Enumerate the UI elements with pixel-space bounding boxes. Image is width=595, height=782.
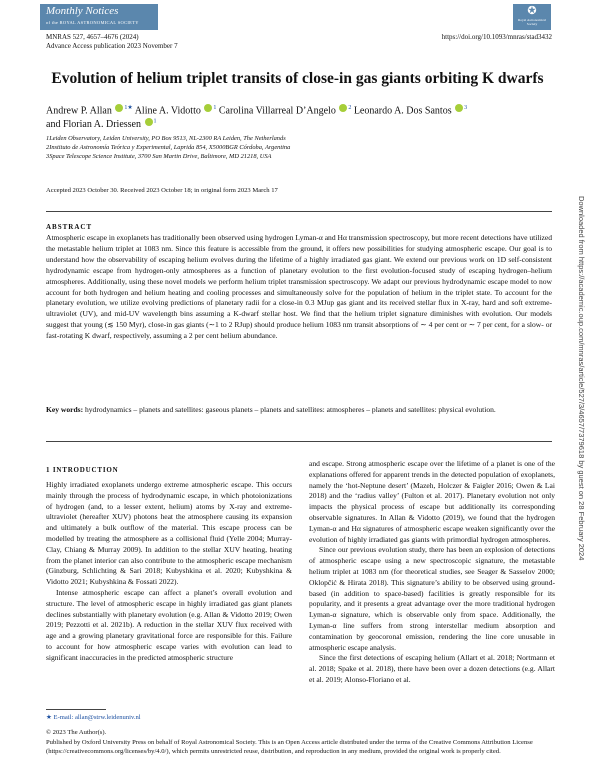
divider (46, 441, 552, 442)
authors-line-1 (46, 104, 467, 116)
crest-icon: ✪ (527, 5, 537, 17)
submission-dates: Accepted 2023 October 30. Received 2023 October 18; in original form 2023 March 17 (46, 187, 278, 194)
masthead-subtitle: of the ROYAL ASTRONOMICAL SOCIETY (46, 20, 139, 25)
footnote-rule (46, 709, 106, 710)
orcid-icon[interactable] (339, 104, 347, 112)
paragraph: and escape. Strong atmospheric escape over the lifetime of a planet is one of the explanations offered for apparent trends in the detected population of exoplanets, namely the ‘hot-Neptune desert’ (Mazeh, Holczer & Faigler 2016; Owen & Lai 2018) and the ‘radius valley’ (Fulton et al. 2017). Planetary evolution not only impacts the physical process of escape but additionally its corresponding observable signatures. In Allan & Vidotto (2019), we found that the hydrogen Lyman-α and Hα signatures of atmospheric escape weaken significantly over the evolution of highly irradiated gas giants with primordial hydrogen atmospheres. (309, 459, 555, 544)
orcid-icon[interactable] (204, 104, 212, 112)
author-sup: 1★ (124, 105, 133, 111)
author-name: Leonardo A. Dos Santos (353, 105, 452, 117)
copyright-block (46, 728, 552, 757)
logo-text: Royal Astronomical Society (517, 18, 547, 26)
affiliation: 2Instituto de Astronomía Teórica y Experimental, Laprida 854, X5000BGR Córdoba, Argentina (46, 144, 291, 151)
orcid-icon[interactable] (455, 104, 463, 112)
author-sup: 1 (153, 118, 157, 125)
keywords-text: hydrodynamics – planets and satellites: gaseous planets – planets and satellites: atmospheres – planets and satellites: physical evolution. (85, 405, 496, 414)
author-name: Aline A. Vidotto (134, 105, 201, 117)
affiliation: 1Leiden Observatory, Leiden University, PO Box 9513, NL-2300 RA Leiden, The Netherlands (46, 135, 286, 142)
copyright: © 2023 The Author(s). (46, 729, 107, 736)
paragraph: Highly irradiated exoplanets undergo extreme atmospheric escape. This occurs mainly through the process of hydrodynamic escape, in which photoionizations of hydrogen (and, to a lesser extent, helium) atoms by X-ray and extreme-ultraviolet (hereafter XUV) photons heat the atmosphere causing its expansion and ultimately a bulk outflow of the material. This escape process can be modelled by treating the atmosphere as a collisional fluid (Yelle 2004; Murray-Clay, Chiang & Murray 2009). In addition to the stellar XUV heating, heating from the planet interior can also contribute to the atmospheric escape mechanism (Ginzburg, Schlichting & Sari 2018; Kubyshkina et al. 2020; Kubyshkina & Vidotto 2021; Kubyshkina & Fossati 2022). (46, 480, 292, 587)
license-text: Published by Oxford University Press on behalf of Royal Astronomical Society. This is an Open Access article distributed under the terms of the Creative Commons Attribution License (https://creativecommons.org/licenses/by/4.0/), which permits unrestricted reuse, distribution, and reproduction in any medium, provided the original work is properly cited. (46, 738, 533, 756)
abstract-text: Atmospheric escape in exoplanets has traditionally been observed using hydrogen Lyman-α and Hα transmission spectroscopy, but more recent detections have utilized the metastable helium triplet at 1083 nm. Since this feature is accessible from the ground, it offers new possibilities for studying atmospheric escape. Our goal is to understand how the observability of escaping helium evolves during the lifetime of a highly irradiated gas giant. We extend our previous work on 1D self-consistent hydrodynamic escape from hydrogen-only atmospheres as a function of planetary evolution to the first evolution-focused study of escaping hydrogen–helium atmospheres. Additionally, using these novel models we perform helium triplet transmission spectroscopy. We adapt our previous hydrodynamic escape model to now account for both hydrogen and helium heating and cooling processes and simultaneously solve for the population of helium in the triplet state. To account for the planetary evolution, we utilize evolving predictions of planetary radii for a close-in 0.3 MJup gas giant and its received stellar flux in X-ray, hard and soft extreme-ultraviolet (UV), and mid-UV wavelength bins assuming a K-dwarf stellar host. We find that the helium triplet signature diminishes with evolution. Our models suggest that young (≲ 150 Myr), close-in gas giants (∼1 to 2 RJup) should produce helium 1083 nm transit absorptions of ∼ 4 per cent or ∼ 7 per cent, for a slow- or fast-rotating K dwarf, respectively, assuming a 2 per cent helium abundance. (46, 233, 553, 341)
doi-link[interactable]: https://doi.org/10.1093/mnras/stad3432 (441, 33, 552, 41)
keywords-label: Key words: (46, 405, 84, 414)
paragraph: Intense atmospheric escape can affect a planet’s overall evolution and structure. The level of atmospheric escape in highly irradiated gas giant planets declines substantially with planetary evolution (e.g. Allan & Vidotto 2019; Owen 2019; Pezzotti et al. 2021b). A reduction in the stellar XUV flux received with age and a growing planetary gravitational force are responsible for this. Failure to account for how atmospheric escape varies with evolution can lead to significant inaccuracies in the predicted atmospheric structure (46, 587, 292, 662)
orcid-icon[interactable] (145, 118, 153, 126)
advance-access: Advance Access publication 2023 November 7 (46, 42, 178, 50)
journal-masthead (40, 4, 158, 30)
right-column (309, 459, 555, 686)
email-footnote[interactable]: ★ E-mail: allan@strw.leidenuniv.nl (46, 714, 141, 721)
author-name: and Florian A. Driessen (46, 119, 141, 130)
paragraph: Since the first detections of escaping helium (Allart et al. 2018; Nortmann et al. 2018; Spake et al. 2018), there have been over a dozen detections (e.g. Allart et al. 2019; Alonso-Floriano et al. (309, 653, 555, 684)
affiliation: 3Space Telescope Science Institute, 3700 San Martin Drive, Baltimore, MD 21218, USA (46, 153, 272, 160)
journal-reference: MNRAS 527, 4657–4676 (2024) (46, 33, 139, 41)
authors-line-2 (46, 118, 157, 130)
divider (46, 211, 552, 212)
download-watermark: Downloaded from https://academic.oup.com/mnras/article/527/3/4657/7379618 by guest on 28 February 2024 (577, 196, 586, 561)
masthead-title: Monthly Notices (46, 5, 119, 17)
society-logo (513, 4, 551, 30)
keywords (46, 404, 552, 415)
author-sup: 1 (213, 105, 217, 111)
paragraph: Since our previous evolution study, there has been an explosion of detections of atmospheric escape using a new spectroscopic signature, the metastable helium triplet at 1083 nm (for theoretical studies, see Seager & Sasselov 2000; Oklopčić & Hirata 2018). This signature’s ability to be observed using ground-based (in addition to space-based) facilities is greatly responsible for its popularity, and it presents a great advantage over the more traditional hydrogen Lyman-α signature, which is observable only from space. Additionally, the Lyman-α line suffers from strong interstellar medium absorption and contamination by geocoronal emission, rendering the line core unusable in atmospheric escape analysis. (309, 545, 555, 652)
author-name: Andrew P. Allan (46, 105, 112, 117)
left-column (46, 480, 292, 664)
paper-title: Evolution of helium triplet transits of close-in gas giants orbiting K dwarfs (51, 70, 544, 87)
abstract-heading: ABSTRACT (46, 223, 93, 231)
author-name: Carolina Villarreal D’Angelo (218, 105, 336, 117)
orcid-icon[interactable] (115, 104, 123, 112)
author-sup: 2 (348, 105, 352, 111)
author-sup: 3 (464, 105, 468, 111)
section-heading: 1 INTRODUCTION (46, 466, 119, 474)
